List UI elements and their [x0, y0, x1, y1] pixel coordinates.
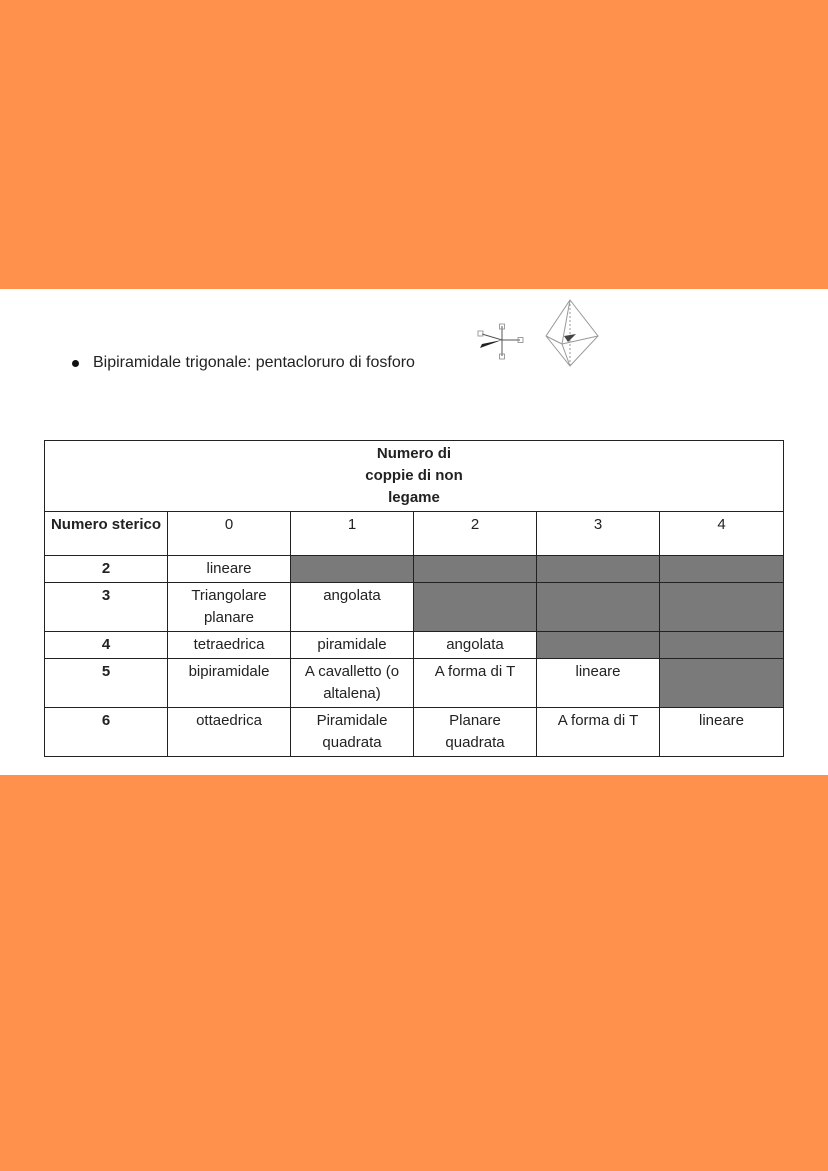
column-header: 1: [291, 512, 414, 556]
column-header: 2: [414, 512, 537, 556]
molecular-geometry-table: [44, 440, 784, 757]
shaded-cell: [660, 632, 784, 659]
table-cell: Planare quadrata: [414, 708, 537, 757]
shaded-cell: [660, 556, 784, 583]
table-row: [45, 583, 784, 632]
table-cell: angolata: [414, 632, 537, 659]
shaded-cell: [537, 632, 660, 659]
shaded-cell: [414, 583, 537, 632]
table-cell: ottaedrica: [168, 708, 291, 757]
column-header: 3: [537, 512, 660, 556]
table-cell: A cavalletto (o altalena): [291, 659, 414, 708]
bullet-text: Bipiramidale trigonale: pentacloruro di fosforo: [93, 354, 415, 371]
column-header: 0: [168, 512, 291, 556]
table-cell: Triangolare planare: [168, 583, 291, 632]
table-row: [45, 659, 784, 708]
pcl5-structure-icon: [470, 322, 526, 362]
shaded-cell: [291, 556, 414, 583]
shaded-cell: [414, 556, 537, 583]
bullet-item: [72, 354, 415, 372]
table-header-row: [45, 441, 784, 512]
table-column-row: [45, 512, 784, 556]
table-cell: lineare: [537, 659, 660, 708]
table-cell: lineare: [660, 708, 784, 757]
column-header: 4: [660, 512, 784, 556]
steric-number: 2: [45, 556, 168, 583]
shaded-cell: [537, 583, 660, 632]
steric-number: 3: [45, 583, 168, 632]
table-cell: Piramidale quadrata: [291, 708, 414, 757]
table-header-title: Numero di coppie di non legame: [45, 441, 784, 512]
table-cell: angolata: [291, 583, 414, 632]
table-row: [45, 556, 784, 583]
shaded-cell: [660, 583, 784, 632]
table-row: [45, 708, 784, 757]
steric-number: 5: [45, 659, 168, 708]
table-cell: bipiramidale: [168, 659, 291, 708]
shaded-cell: [660, 659, 784, 708]
steric-number: 4: [45, 632, 168, 659]
table-cell: lineare: [168, 556, 291, 583]
trigonal-bipyramid-icon: [540, 296, 604, 370]
table-cell: A forma di T: [537, 708, 660, 757]
table-row: [45, 632, 784, 659]
table-cell: tetraedrica: [168, 632, 291, 659]
shaded-cell: [537, 556, 660, 583]
table-cell: A forma di T: [414, 659, 537, 708]
table-cell: piramidale: [291, 632, 414, 659]
bullet-dot-icon: [72, 360, 79, 367]
row-header-label: Numero sterico: [45, 512, 168, 556]
steric-number: 6: [45, 708, 168, 757]
